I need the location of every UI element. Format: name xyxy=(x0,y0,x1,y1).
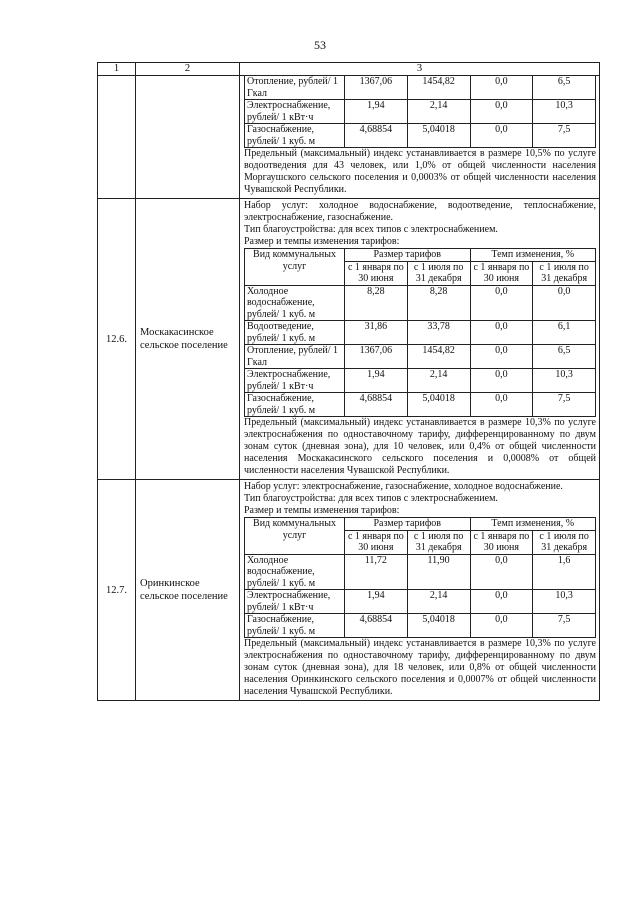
rate-value: 0,0 xyxy=(470,345,533,369)
tariff-value: 5,04018 xyxy=(407,393,470,417)
rate-value: 0,0 xyxy=(470,100,533,124)
tariff-value: 5,04018 xyxy=(407,614,470,638)
tariff-row xyxy=(245,124,596,148)
tariff-value: 1,94 xyxy=(345,100,408,124)
tariff-value: 1367,06 xyxy=(345,76,408,100)
rate-value: 0,0 xyxy=(470,321,533,345)
settlement-name: Москакасинское сельское поселение xyxy=(136,199,240,480)
service-name: Холодное водоснабжение, рублей/ 1 куб. м xyxy=(245,554,345,590)
tariff-value: 1,94 xyxy=(345,590,408,614)
tariff-size-header: Размер тарифов xyxy=(345,518,471,531)
tariff-row xyxy=(245,321,596,345)
tariff-row xyxy=(245,393,596,417)
tariff-intro: Размер и темпы изменения тарифов: xyxy=(244,236,400,247)
rate-value: 0,0 xyxy=(470,614,533,638)
rate-value: 0,0 xyxy=(470,124,533,148)
improvement-type: Тип благоустройства: для всех типов с электроснабжением. xyxy=(244,493,498,504)
rate-value: 0,0 xyxy=(470,76,533,100)
tariff-row xyxy=(245,369,596,393)
rate-value: 10,3 xyxy=(533,369,596,393)
period-jul-dec: с 1 июля по 31 декабря xyxy=(407,530,470,554)
rate-value: 7,5 xyxy=(533,124,596,148)
tariff-value: 5,04018 xyxy=(407,124,470,148)
rate-value: 0,0 xyxy=(533,285,596,321)
rate-value: 7,5 xyxy=(533,614,596,638)
tariff-value: 4,68854 xyxy=(345,393,408,417)
tariff-row xyxy=(245,554,596,590)
rate-value: 1,6 xyxy=(533,554,596,590)
tariff-value: 4,68854 xyxy=(345,124,408,148)
tariff-row xyxy=(245,614,596,638)
improvement-type: Тип благоустройства: для всех типов с электроснабжением. xyxy=(244,224,498,235)
tariff-table xyxy=(97,62,600,701)
column-number-row xyxy=(98,63,600,76)
tariff-value: 11,90 xyxy=(407,554,470,590)
tariff-intro: Размер и темпы изменения тарифов: xyxy=(244,505,400,516)
period-jan-jun: с 1 января по 30 июня xyxy=(470,261,533,285)
section-number-cell xyxy=(98,76,136,199)
tariff-value: 2,14 xyxy=(407,100,470,124)
section-number: 12.7. xyxy=(98,480,136,701)
period-jul-dec: с 1 июля по 31 декабря xyxy=(407,261,470,285)
service-name: Холодное водоснабжение, рублей/ 1 куб. м xyxy=(245,285,345,321)
period-jul-dec: с 1 июля по 31 декабря xyxy=(533,261,596,285)
settlement-name-cell xyxy=(136,76,240,199)
tariff-value: 33,78 xyxy=(407,321,470,345)
tariff-value: 1,94 xyxy=(345,369,408,393)
change-rate-header: Темп изменения, % xyxy=(470,518,596,531)
rate-value: 0,0 xyxy=(470,369,533,393)
section-number: 12.6. xyxy=(98,199,136,480)
column-number: 1 xyxy=(98,63,136,76)
tariff-row xyxy=(245,100,596,124)
tariff-row xyxy=(245,76,596,100)
rate-value: 0,0 xyxy=(470,285,533,321)
service-name: Отопление, рублей/ 1 Гкал xyxy=(245,76,345,100)
section-content xyxy=(240,76,600,199)
settlement-section xyxy=(98,199,600,480)
tariff-value: 31,86 xyxy=(345,321,408,345)
tariff-row xyxy=(245,345,596,369)
rate-value: 7,5 xyxy=(533,393,596,417)
period-jan-jun: с 1 января по 30 июня xyxy=(470,530,533,554)
rate-value: 0,0 xyxy=(470,393,533,417)
rate-value: 10,3 xyxy=(533,590,596,614)
tariff-subtable xyxy=(244,76,596,148)
service-type-header: Вид коммунальных услуг xyxy=(245,249,345,286)
tariff-value: 1454,82 xyxy=(407,345,470,369)
service-name: Электроснабжение, рублей/ 1 кВт·ч xyxy=(245,369,345,393)
column-number: 3 xyxy=(240,63,600,76)
subtable-header-row xyxy=(245,249,596,262)
subtable-header-row xyxy=(245,518,596,531)
service-name: Отопление, рублей/ 1 Гкал xyxy=(245,345,345,369)
rate-value: 10,3 xyxy=(533,100,596,124)
tariff-row xyxy=(245,590,596,614)
settlement-section xyxy=(98,480,600,701)
column-number: 2 xyxy=(136,63,240,76)
rate-value: 6,5 xyxy=(533,76,596,100)
rate-value: 6,1 xyxy=(533,321,596,345)
tariff-value: 2,14 xyxy=(407,369,470,393)
rate-value: 6,5 xyxy=(533,345,596,369)
service-name: Газоснабжение, рублей/ 1 куб. м xyxy=(245,393,345,417)
services-set: Набор услуг: холодное водоснабжение, водоотведение, теплоснабжение, электроснабжение, газоснабжение. xyxy=(244,200,596,223)
period-jul-dec: с 1 июля по 31 декабря xyxy=(533,530,596,554)
index-note: Предельный (максимальный) индекс устанавливается в размере 10,5% по услуге водоотведения для 43 человек, или 1,0% от общей численности населения Моргаушского сельского поселения и 0,0003% от общей численности населения Чувашской Республики. xyxy=(244,148,596,195)
tariff-subtable xyxy=(244,517,596,638)
change-rate-header: Темп изменения, % xyxy=(470,249,596,262)
period-jan-jun: с 1 января по 30 июня xyxy=(345,530,408,554)
services-set: Набор услуг: электроснабжение, газоснабжение, холодное водоснабжение. xyxy=(244,481,563,492)
tariff-value: 2,14 xyxy=(407,590,470,614)
settlement-name: Оринкинское сельское поселение xyxy=(136,480,240,701)
rate-value: 0,0 xyxy=(470,554,533,590)
service-name: Газоснабжение, рублей/ 1 куб. м xyxy=(245,124,345,148)
tariff-value: 1367,06 xyxy=(345,345,408,369)
index-note: Предельный (максимальный) индекс устанавливается в размере 10,3% по услуге электроснабжения по одноставочному тарифу, дифференцированному по двум зонам суток (дневная зона), для 18 человек, или 0,8% от общей численности населения Оринкинского сельского поселения и 0,0007% от общей численности населения Чувашской Республики. xyxy=(244,638,596,697)
service-name: Газоснабжение, рублей/ 1 куб. м xyxy=(245,614,345,638)
tariff-value: 8,28 xyxy=(345,285,408,321)
tariff-value: 8,28 xyxy=(407,285,470,321)
section-content xyxy=(240,199,600,480)
tariff-subtable xyxy=(244,248,596,417)
rate-value: 0,0 xyxy=(470,590,533,614)
page-number: 53 xyxy=(314,38,326,52)
tariff-value: 11,72 xyxy=(345,554,408,590)
service-type-header: Вид коммунальных услуг xyxy=(245,518,345,555)
service-name: Водоотведение, рублей/ 1 куб. м xyxy=(245,321,345,345)
tariff-size-header: Размер тарифов xyxy=(345,249,471,262)
continuation-row xyxy=(98,76,600,199)
service-name: Электроснабжение, рублей/ 1 кВт·ч xyxy=(245,590,345,614)
index-note: Предельный (максимальный) индекс устанавливается в размере 10,3% по услуге электроснабжения по одноставочному тарифу, дифференцированному по двум зонам суток (дневная зона), для 10 человек, или 0,4% от общей численности населения Москакасинского сельского поселения и 0,0008% от общей численности населения Чувашской Республики. xyxy=(244,417,596,476)
period-jan-jun: с 1 января по 30 июня xyxy=(345,261,408,285)
section-content xyxy=(240,480,600,701)
tariff-value: 1454,82 xyxy=(407,76,470,100)
service-name: Электроснабжение, рублей/ 1 кВт·ч xyxy=(245,100,345,124)
tariff-row xyxy=(245,285,596,321)
tariff-value: 4,68854 xyxy=(345,614,408,638)
